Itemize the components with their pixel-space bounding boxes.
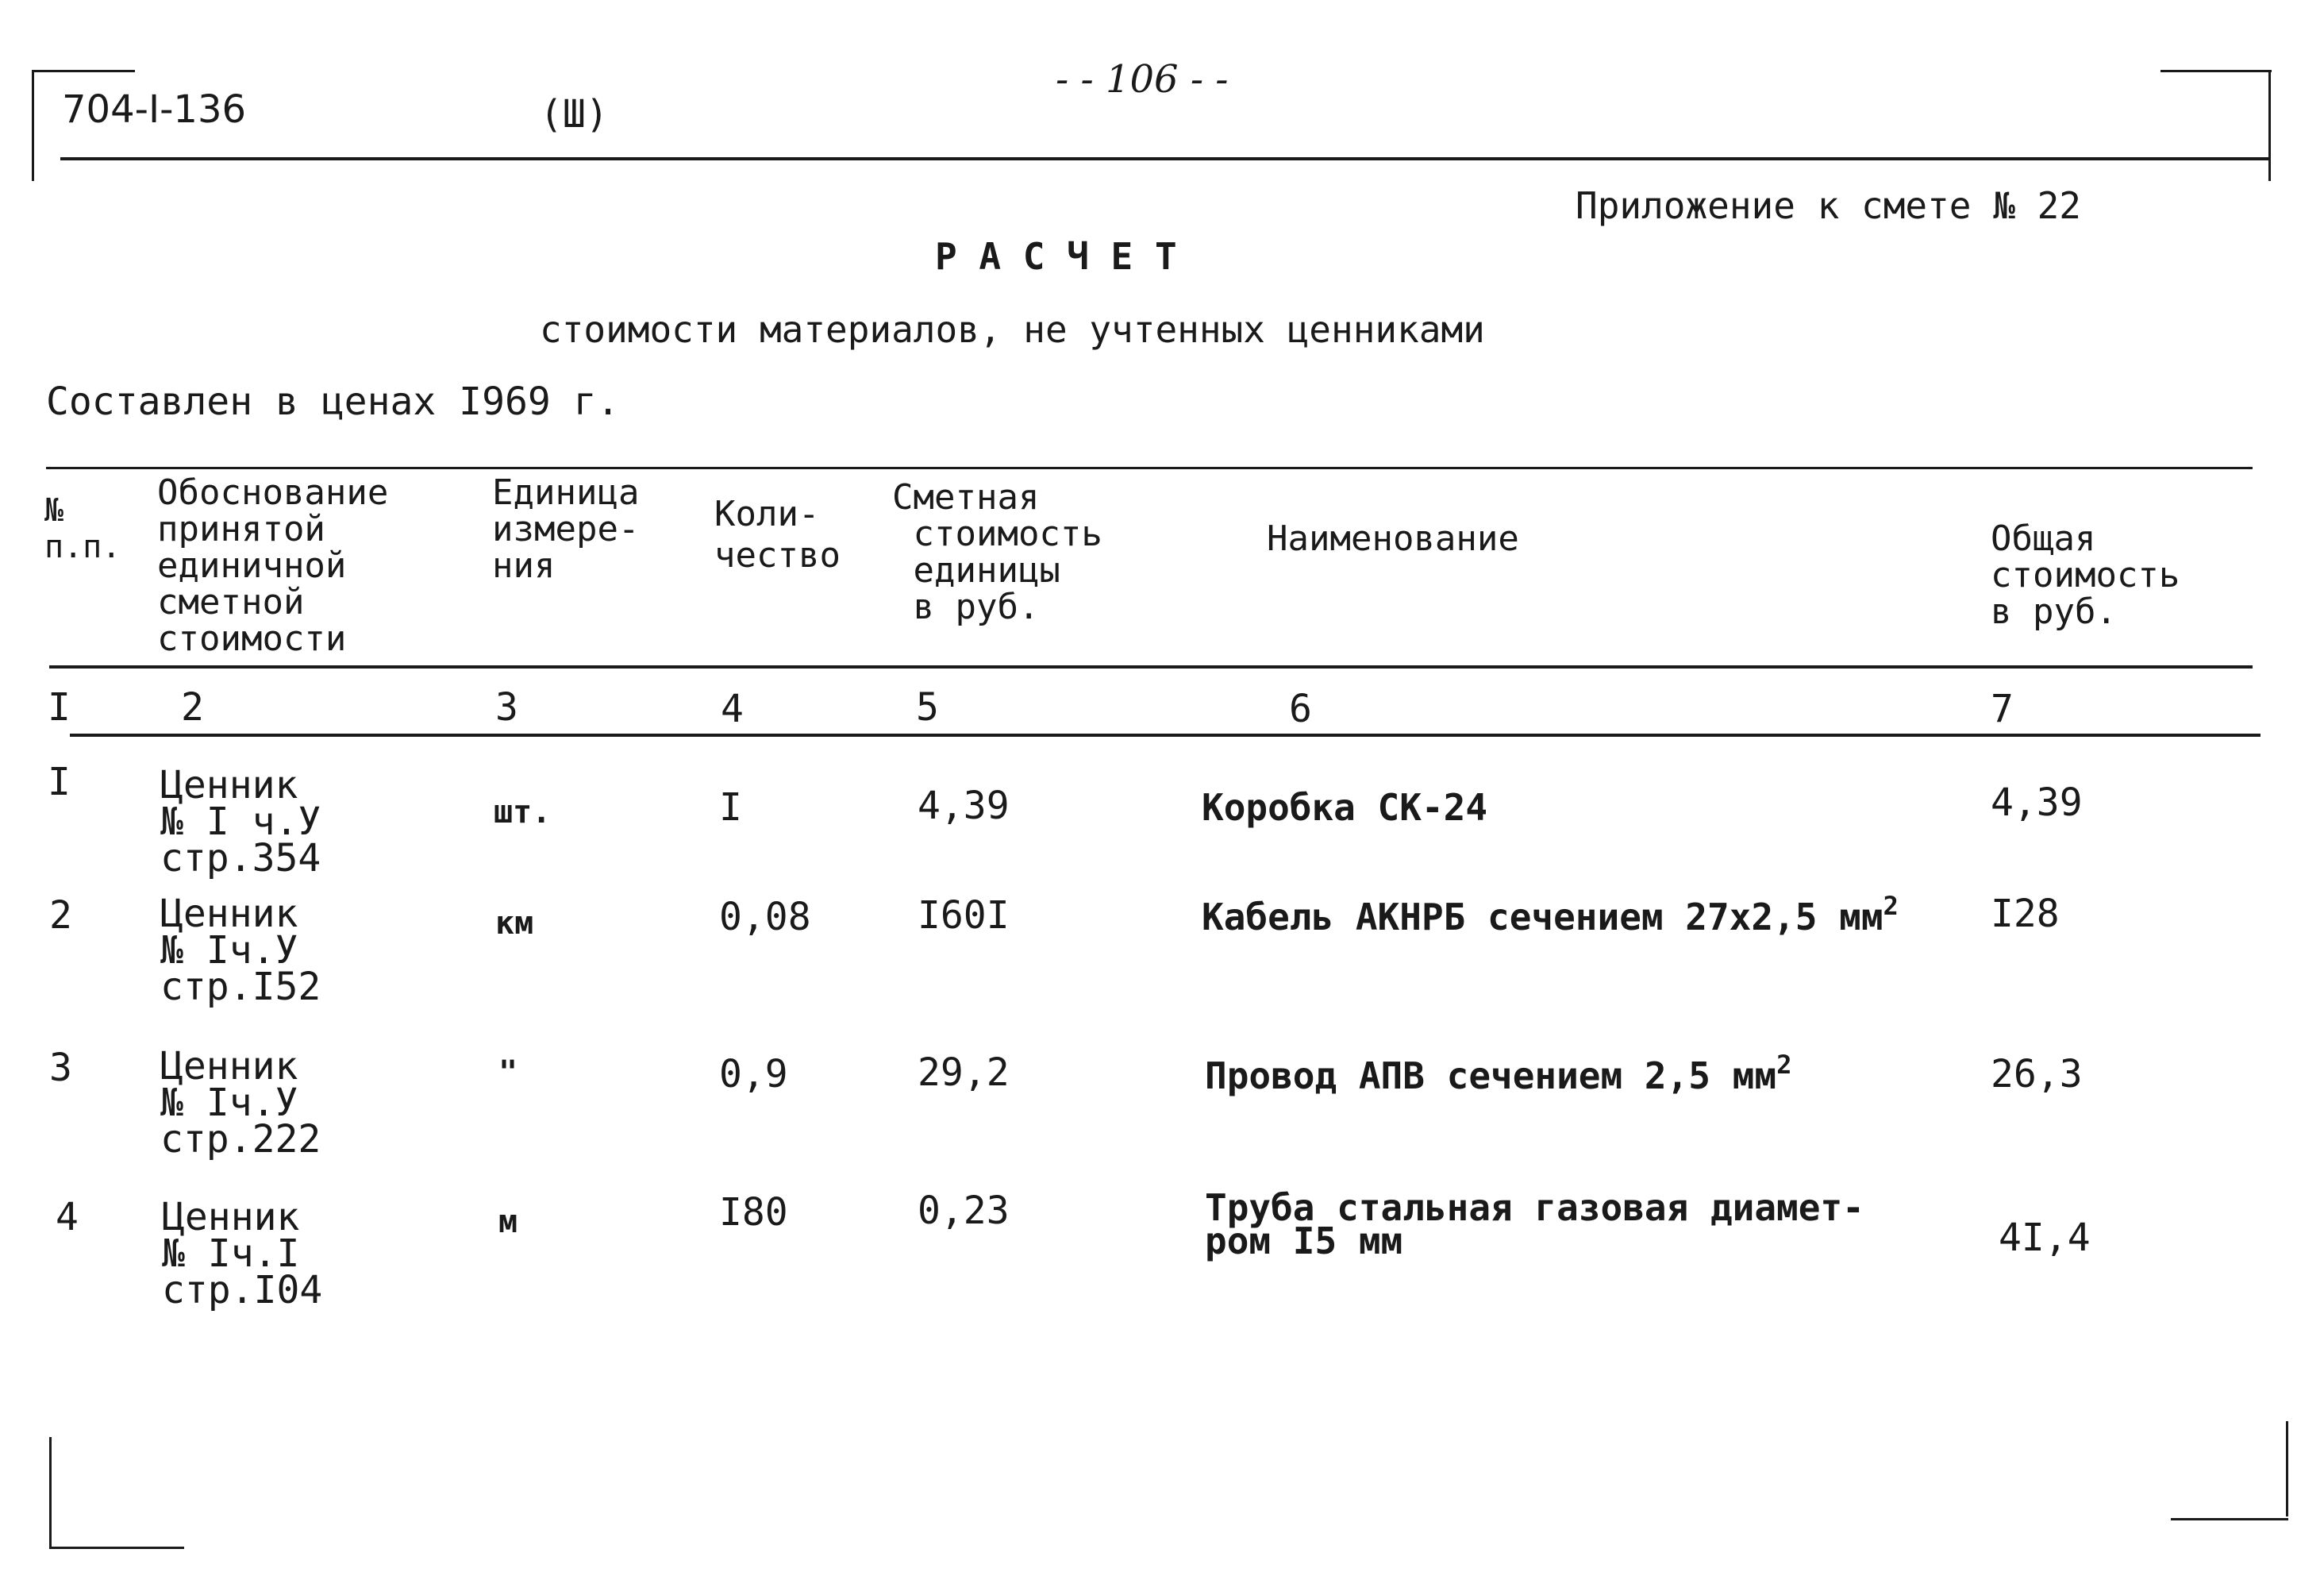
row-name-text: Кабель АКНРБ сечением 27х2,5 мм xyxy=(1202,896,1883,938)
price-basis: Составлен в ценах I969 г. xyxy=(46,380,620,424)
row-unit-price: 29,2 xyxy=(918,1050,1010,1095)
table-header-rule xyxy=(49,665,2253,669)
col-number-3: 3 xyxy=(495,685,518,730)
table-top-rule xyxy=(46,467,2253,469)
row-basis: Ценник № Iч.I стр.I04 xyxy=(162,1195,323,1312)
col-number-2: 2 xyxy=(181,685,204,730)
row-unit-price: 4,39 xyxy=(918,784,1010,828)
row-basis: Ценник № Iч.У стр.222 xyxy=(160,1044,321,1162)
col-number-6: 6 xyxy=(1289,687,1312,731)
col-header-total: Общая стоимость в руб. xyxy=(1991,518,2180,632)
row-qty: I xyxy=(719,785,742,830)
row-unit-price: I60I xyxy=(918,893,1010,938)
row-name-text: Коробка СК-24 xyxy=(1202,786,1488,829)
row-total: I28 xyxy=(1991,892,2060,936)
row-qty: 0,08 xyxy=(719,895,811,939)
row-name xyxy=(1202,786,1488,829)
row-total: 26,3 xyxy=(1991,1052,2083,1096)
row-name: Труба стальная газовая диамет- ром I5 мм xyxy=(1205,1186,1864,1262)
row-unit: " xyxy=(498,1054,518,1091)
frame-right-bottom xyxy=(2286,1421,2288,1516)
frame-right-top xyxy=(2268,70,2271,181)
row-unit: м xyxy=(498,1204,518,1240)
row-num: I xyxy=(48,760,71,804)
row-name-superscript: 2 xyxy=(1776,1050,1792,1080)
row-name-superscript: 2 xyxy=(1883,891,1899,921)
volume-mark: (Ш) xyxy=(540,92,609,137)
row-num: 4 xyxy=(56,1195,79,1239)
row-total: 4,39 xyxy=(1991,780,2083,825)
col-number-1: I xyxy=(48,685,71,730)
col-header-num: № п.п. xyxy=(44,492,121,565)
row-basis: Ценник № I ч.У стр.354 xyxy=(160,763,321,880)
col-number-7: 7 xyxy=(1991,687,2014,731)
frame-bottom-left-stub xyxy=(49,1547,184,1549)
frame-left-bottom xyxy=(49,1437,52,1548)
row-num: 3 xyxy=(49,1046,72,1090)
frame-bottom-right-stub xyxy=(2171,1518,2288,1520)
doc-subtitle: стоимости материалов, не учтенных ценниками xyxy=(540,308,1485,351)
row-qty: 0,9 xyxy=(719,1052,788,1096)
row-unit: км xyxy=(495,905,534,942)
frame-top-right-stub xyxy=(2160,70,2272,72)
col-header-unit: Единица измере- ния xyxy=(492,472,640,586)
row-unit-price: 0,23 xyxy=(918,1189,1010,1233)
row-qty: I80 xyxy=(719,1190,788,1235)
doc-title: Р А С Ч Е Т xyxy=(935,235,1177,278)
header-rule xyxy=(60,157,2270,160)
row-num: 2 xyxy=(49,893,72,938)
col-number-4: 4 xyxy=(721,687,744,731)
row-name xyxy=(1202,891,1899,938)
row-basis: Ценник № Iч.У стр.I52 xyxy=(160,892,321,1009)
appendix-note: Приложение к смете № 22 xyxy=(1576,184,2081,227)
frame-left-top xyxy=(32,70,34,181)
frame-top-left-stub xyxy=(32,70,135,72)
row-name-text: Провод АПВ сечением 2,5 мм xyxy=(1205,1054,1777,1097)
row-total: 4I,4 xyxy=(1999,1216,2091,1260)
doc-code: 704-I-136 xyxy=(62,87,247,132)
row-name xyxy=(1205,1050,1792,1097)
row-unit: шт. xyxy=(494,794,552,830)
table-colnum-rule xyxy=(70,734,2261,737)
col-header-basis: Обоснование принятой единичной сметной стоимости xyxy=(157,472,389,659)
page-number: - - 106 - - xyxy=(1056,57,1229,102)
col-header-unit-price: Сметная стоимость единицы в руб. xyxy=(892,477,1102,627)
col-number-5: 5 xyxy=(916,685,939,730)
col-header-qty: Коли- чество xyxy=(714,494,841,576)
col-header-name: Наименование xyxy=(1267,518,1519,559)
